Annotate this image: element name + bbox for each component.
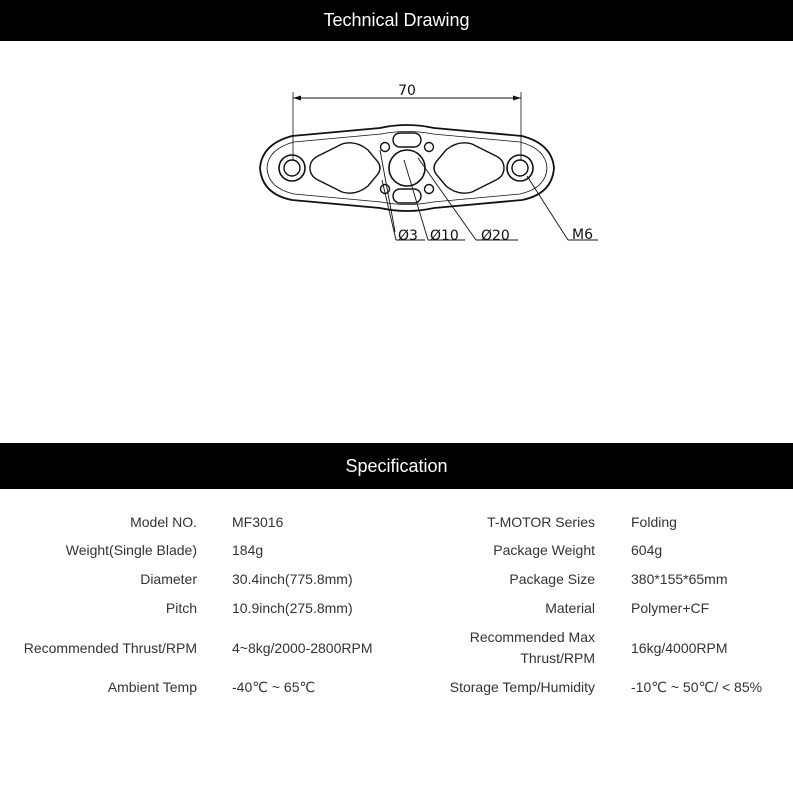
- spec-label: T-MOTOR Series: [487, 514, 595, 530]
- spec-value: Polymer+CF: [631, 600, 710, 616]
- spec-label: Pitch: [165, 600, 197, 616]
- spec-label: Package Size: [509, 571, 595, 587]
- dim-d20-label: Ø20: [481, 228, 510, 244]
- spec-value: 16kg/4000RPM: [631, 640, 728, 656]
- technical-drawing: [0, 41, 793, 443]
- spec-value: MF3016: [232, 514, 284, 530]
- spec-label: Package Weight: [493, 542, 595, 558]
- specification-header: [0, 443, 793, 489]
- spec-value: 604g: [631, 542, 663, 558]
- spec-value: 4~8kg/2000-2800RPM: [232, 640, 373, 656]
- spec-label: Model NO.: [130, 514, 197, 530]
- dim-d3-label: Ø3: [398, 228, 418, 244]
- specification-title: Specification: [345, 455, 448, 476]
- spec-label: Ambient Temp: [107, 679, 197, 695]
- spec-label: Material: [545, 600, 595, 616]
- spec-label: Diameter: [140, 571, 197, 587]
- dim-m6-label: M6: [572, 227, 593, 243]
- dim-d10-label: Ø10: [430, 228, 459, 244]
- spec-label: Recommended Max: [469, 629, 595, 645]
- spec-label: Storage Temp/Humidity: [449, 679, 595, 695]
- dim-width-label: 70: [398, 83, 416, 99]
- spec-label: Thrust/RPM: [520, 650, 595, 666]
- spec-label: Weight(Single Blade): [65, 542, 197, 558]
- spec-value: -10℃ ~ 50℃/ < 85%: [631, 679, 763, 695]
- spec-value: 30.4inch(775.8mm): [232, 571, 353, 587]
- technical-drawing-title: Technical Drawing: [323, 10, 470, 30]
- spec-value: 10.9inch(275.8mm): [232, 600, 353, 616]
- spec-label: Recommended Thrust/RPM: [23, 640, 197, 656]
- spec-value: Folding: [631, 514, 677, 530]
- spec-value: -40℃ ~ 65℃: [232, 679, 316, 695]
- spec-value: 380*155*65mm: [631, 571, 728, 587]
- spec-value: 184g: [232, 542, 264, 558]
- technical-drawing-header: [0, 0, 793, 41]
